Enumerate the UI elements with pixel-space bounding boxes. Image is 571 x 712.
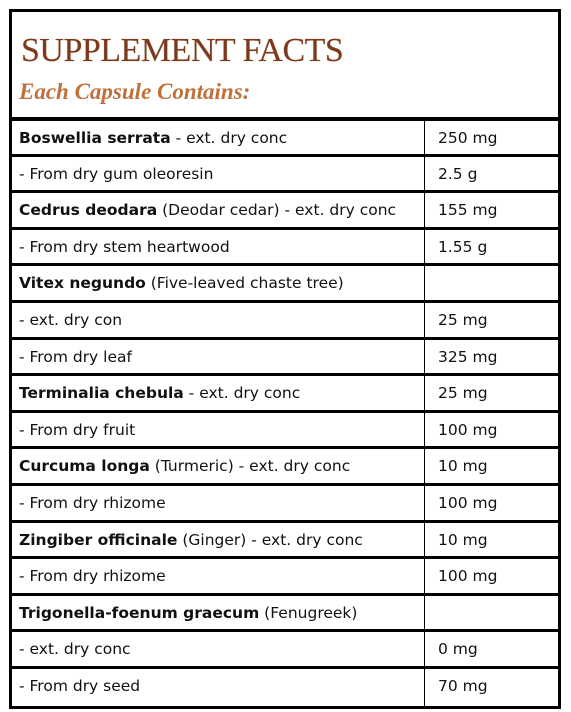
ingredient-name <box>19 348 132 366</box>
ingredient-description: - ext. dry conc <box>19 640 131 659</box>
ingredient-name <box>19 238 230 256</box>
ingredient-description: - ext. dry conc <box>183 384 301 403</box>
ingredient-botanical-name: Terminalia chebula <box>19 384 184 403</box>
supplement-facts-panel <box>9 9 561 709</box>
ingredient-name <box>19 311 122 329</box>
ingredient-amount: 1.55 g <box>438 237 488 256</box>
ingredient-name <box>19 567 166 585</box>
ingredient-amount: 100 mg <box>438 493 498 512</box>
ingredient-name <box>19 384 300 402</box>
ingredient-botanical-name: Curcuma longa <box>19 457 150 476</box>
ingredient-description: - From dry seed <box>19 676 141 695</box>
facts-subtitle: Each Capsule Contains: <box>19 79 251 104</box>
ingredient-name <box>19 274 344 292</box>
ingredient-amount: 155 mg <box>438 201 498 220</box>
ingredient-description: (Turmeric) - ext. dry conc <box>149 457 351 476</box>
ingredient-amount: 100 mg <box>438 567 498 586</box>
ingredient-amount: 250 mg <box>438 129 498 147</box>
ingredient-name <box>19 494 166 512</box>
ingredient-name <box>19 129 287 147</box>
table-row <box>12 337 558 374</box>
table-row <box>12 190 558 227</box>
ingredient-amount: 25 mg <box>438 310 488 329</box>
ingredient-amount: 70 mg <box>438 676 488 695</box>
table-row <box>12 520 558 557</box>
table-row <box>12 446 558 483</box>
ingredient-botanical-name: Cedrus deodara <box>19 201 158 220</box>
table-row <box>12 666 558 703</box>
ingredient-amount: 25 mg <box>438 384 488 403</box>
ingredient-botanical-name: Zingiber officinale <box>19 530 178 549</box>
ingredient-amount: 325 mg <box>438 347 498 366</box>
ingredient-amount: 10 mg <box>438 457 488 476</box>
table-row <box>12 593 558 630</box>
ingredient-name <box>19 640 131 658</box>
ingredient-name <box>19 531 363 549</box>
ingredient-table <box>12 117 558 703</box>
ingredient-name <box>19 457 350 475</box>
ingredient-description: (Deodar cedar) - ext. dry conc <box>157 201 397 220</box>
ingredient-description: - From dry leaf <box>19 347 132 366</box>
table-row <box>12 300 558 337</box>
ingredient-description: - From dry stem heartwood <box>19 237 230 256</box>
ingredient-amount: 2.5 g <box>438 164 478 183</box>
ingredient-name <box>19 677 140 695</box>
facts-header <box>12 12 558 117</box>
ingredient-amount: 0 mg <box>438 640 478 659</box>
facts-title: SUPPLEMENT FACTS <box>21 32 344 69</box>
ingredient-description: - ext. dry conc <box>170 129 288 147</box>
table-row <box>12 227 558 264</box>
ingredient-amount: 10 mg <box>438 530 488 549</box>
ingredient-description: - From dry gum oleoresin <box>19 164 214 183</box>
table-row <box>12 556 558 593</box>
ingredient-amount: 100 mg <box>438 420 498 439</box>
ingredient-name <box>19 165 213 183</box>
table-row <box>12 410 558 447</box>
ingredient-description: - ext. dry con <box>19 310 123 329</box>
table-row <box>12 263 558 300</box>
ingredient-description: - From dry rhizome <box>19 493 166 512</box>
ingredient-description: (Ginger) - ext. dry conc <box>177 530 363 549</box>
ingredient-botanical-name: Vitex negundo <box>19 274 146 293</box>
ingredient-description: - From dry rhizome <box>19 567 166 586</box>
table-row <box>12 117 558 154</box>
table-row <box>12 629 558 666</box>
ingredient-name <box>19 604 357 622</box>
ingredient-botanical-name: Trigonella-foenum graecum <box>19 603 260 622</box>
ingredient-botanical-name: Boswellia serrata <box>19 129 171 147</box>
ingredient-description: - From dry fruit <box>19 420 136 439</box>
table-row <box>12 373 558 410</box>
table-row <box>12 154 558 191</box>
ingredient-name <box>19 201 396 219</box>
ingredient-description: (Fenugreek) <box>259 603 358 622</box>
ingredient-name <box>19 421 135 439</box>
table-row <box>12 483 558 520</box>
ingredient-description: (Five-leaved chaste tree) <box>145 274 344 293</box>
